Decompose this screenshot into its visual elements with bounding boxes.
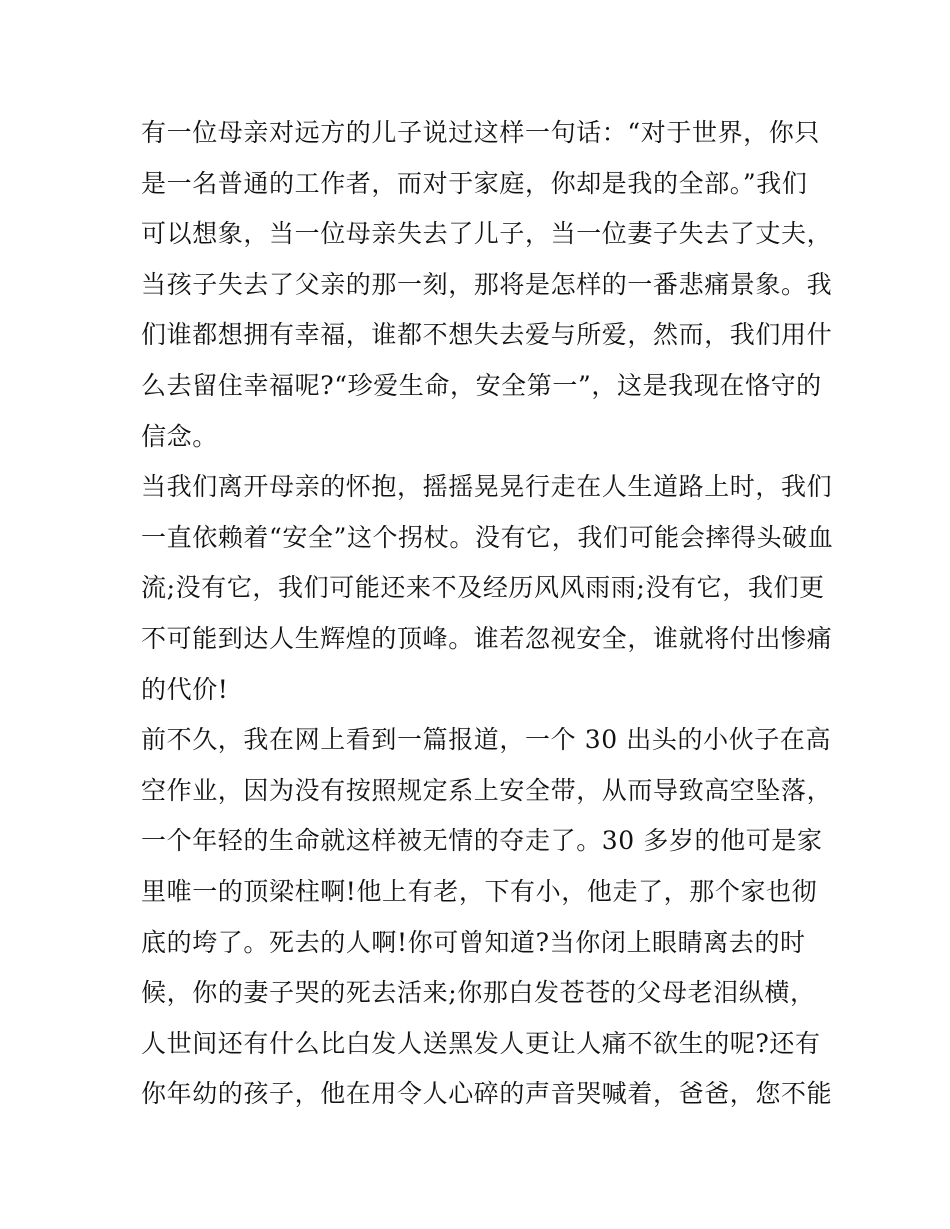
text-line: 空作业，因为没有按照规定系上安全带，从而导致高空坠落， [141,775,833,805]
text-line: 不可能到达人生辉煌的顶峰。谁若忽视安全，谁就将付出惨痛 [141,623,833,653]
document-body [141,108,834,1120]
text-line: 的代价! [141,674,229,704]
text-line: 么去留住幸福呢?“珍爱生命，安全第一”，这是我现在恪守的 [141,370,822,400]
text-line: 当我们离开母亲的怀抱，摇摇晃晃行走在人生道路上时，我们 [141,472,833,502]
text-line: 是一名普通的工作者，而对于家庭，你却是我的全部。”我们 [141,168,808,198]
text-line: 你年幼的孩子，他在用令人心碎的声音哭喊着，爸爸，您不能 [141,1079,833,1109]
text-line: 里唯一的顶梁柱啊!他上有老，下有小，他走了，那个家也彻 [141,876,818,906]
text-line: 人世间还有什么比白发人送黑发人更让人痛不欲生的呢?还有 [141,1028,821,1058]
text-line: 一个年轻的生命就这样被无情的夺走了。30 多岁的他可是家 [141,826,823,856]
text-line: 流;没有它，我们可能还来不及经历风风雨雨;没有它，我们更 [141,573,825,603]
text-line: 们谁都想拥有幸福，谁都不想失去爱与所爱，然而，我们用什 [141,320,833,350]
text-line: 有一位母亲对远方的儿子说过这样一句话：“对于世界，你只 [141,118,820,147]
text-line: 前不久，我在网上看到一篇报道，一个 30 出头的小伙子在高 [141,725,832,755]
text-line: 可以想象，当一位母亲失去了儿子，当一位妻子失去了丈夫， [141,219,833,249]
text-line: 底的垮了。死去的人啊!你可曾知道?当你闭上眼睛离去的时 [141,927,806,957]
text-line: 一直依赖着“安全”这个拐杖。没有它，我们可能会摔得头破血 [141,522,834,552]
text-line: 当孩子失去了父亲的那一刻，那将是怎样的一番悲痛景象。我 [141,269,833,299]
text-line: 信念。 [141,421,218,451]
text-line: 候，你的妻子哭的死去活来;你那白发苍苍的父母老泪纵横， [141,978,816,1008]
